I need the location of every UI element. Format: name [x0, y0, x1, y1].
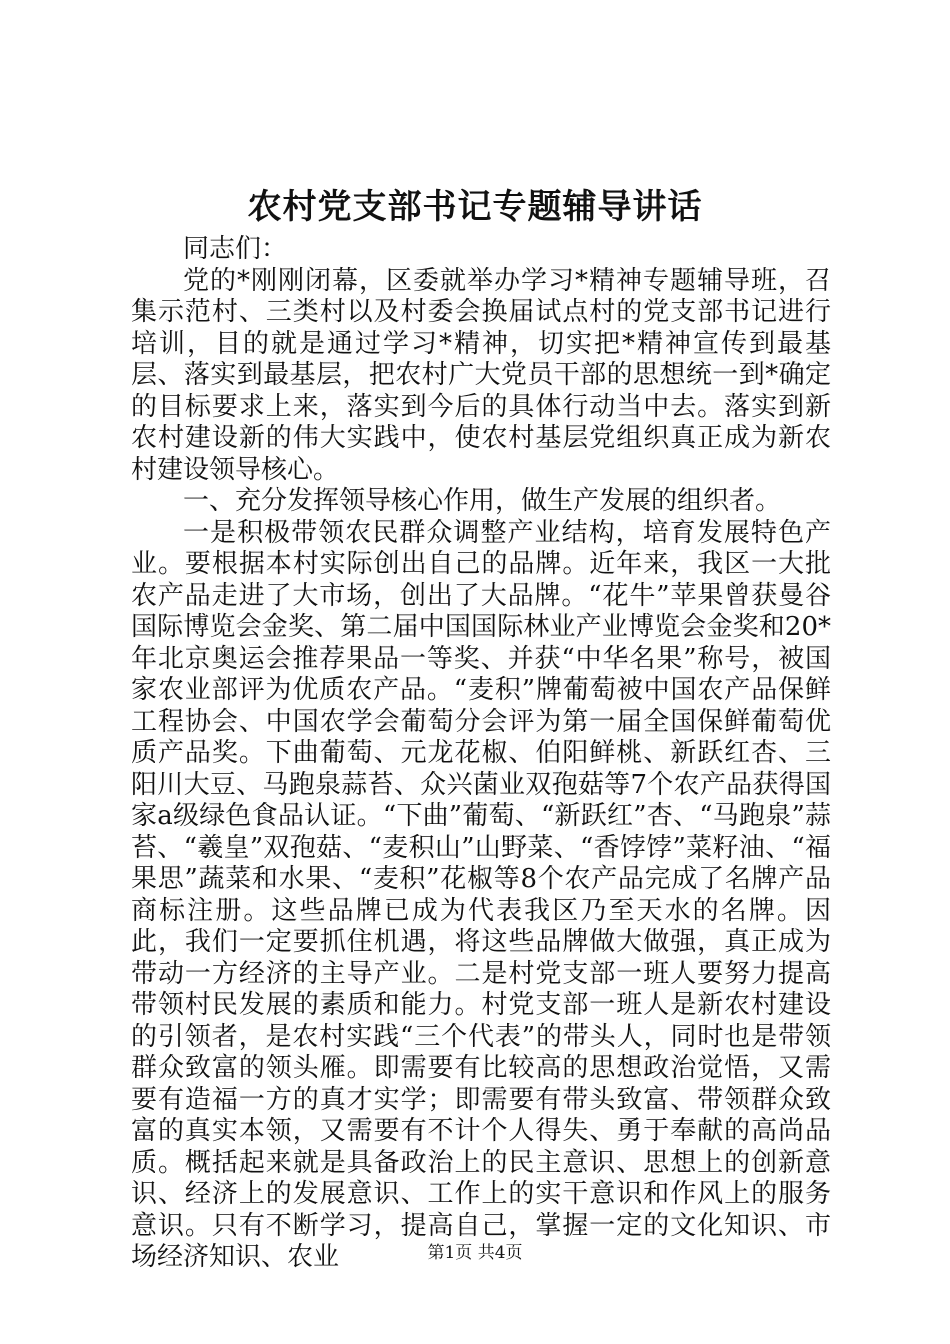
body-paragraph: 一是积极带领农民群众调整产业结构，培育发展特色产业。要根据本村实际创出自己的品牌。近年来，我区一大批农产品走进了大市场，创出了大品牌。“花牛”苹果曾获曼谷国际博览会金奖、第二届中国国际林业产业博览会金奖和20*年北京奥运会推荐果品一等奖、并获“中华名果”称号，被国家农业部评为优质农产品。“麦积”牌葡萄被中国农产品保鲜工程协会、中国农学会葡萄分会评为第一届全国保鲜葡萄优质产品奖。下曲葡萄、元龙花椒、伯阳鲜桃、新跃红杏、三阳川大豆、马跑泉蒜苔、众兴菌业双孢菇等7个农产品获得国家a级绿色食品认证。“下曲”葡萄、“新跃红”杏、“马跑泉”蒜苔、“羲皇”双孢菇、“麦积山”山野菜、“香饽饽”菜籽油、“福果思”蔬菜和水果、“麦积”花椒等8个农产品完成了名牌产品商标注册。这些品牌已成为代表我区乃至天水的名牌。因此，我们一定要抓住机遇，将这些品牌做大做强，真正成为带动一方经济的主导产业。二是村党支部一班人要努力提高带领村民发展的素质和能力。村党支部一班人是新农村建设的引领者，是农村实践“三个代表”的带头人，同时也是带领群众致富的领头雁。即需要有比较高的思想政治觉悟，又需要有造福一方的真才实学；即需要有带头致富、带领群众致富的真实本领，又需要有不计个人得失、勇于奉献的高尚品质。概括起来就是具备政治上的民主意识、思想上的创新意识、经济上的发展意识、工作上的实干意识和作风上的服务意识。只有不断学习，提高自己，掌握一定的文化知识、市场经济知识、农业: [131, 517, 831, 1272]
intro-paragraph: 党的*刚刚闭幕，区委就举办学习*精神专题辅导班，召集示范村、三类村以及村委会换届试点村的党支部书记进行培训，目的就是通过学习*精神，切实把*精神宣传到最基层、落实到最基层，把农村广大党员干部的思想统一到*确定的目标要求上来，落实到今后的具体行动当中去。落实到新农村建设新的伟大实践中，使农村基层党组织真正成为新农村建设领导核心。: [131, 265, 831, 485]
page-footer: 第1页 共4页: [427, 1243, 523, 1263]
document-title: 农村党支部书记专题辅导讲话: [247, 187, 703, 227]
salutation-paragraph: 同志们：: [183, 234, 288, 264]
section-heading-1: 一、充分发挥领导核心作用，做生产发展的组织者。: [183, 486, 782, 516]
document-body: [131, 234, 831, 1274]
